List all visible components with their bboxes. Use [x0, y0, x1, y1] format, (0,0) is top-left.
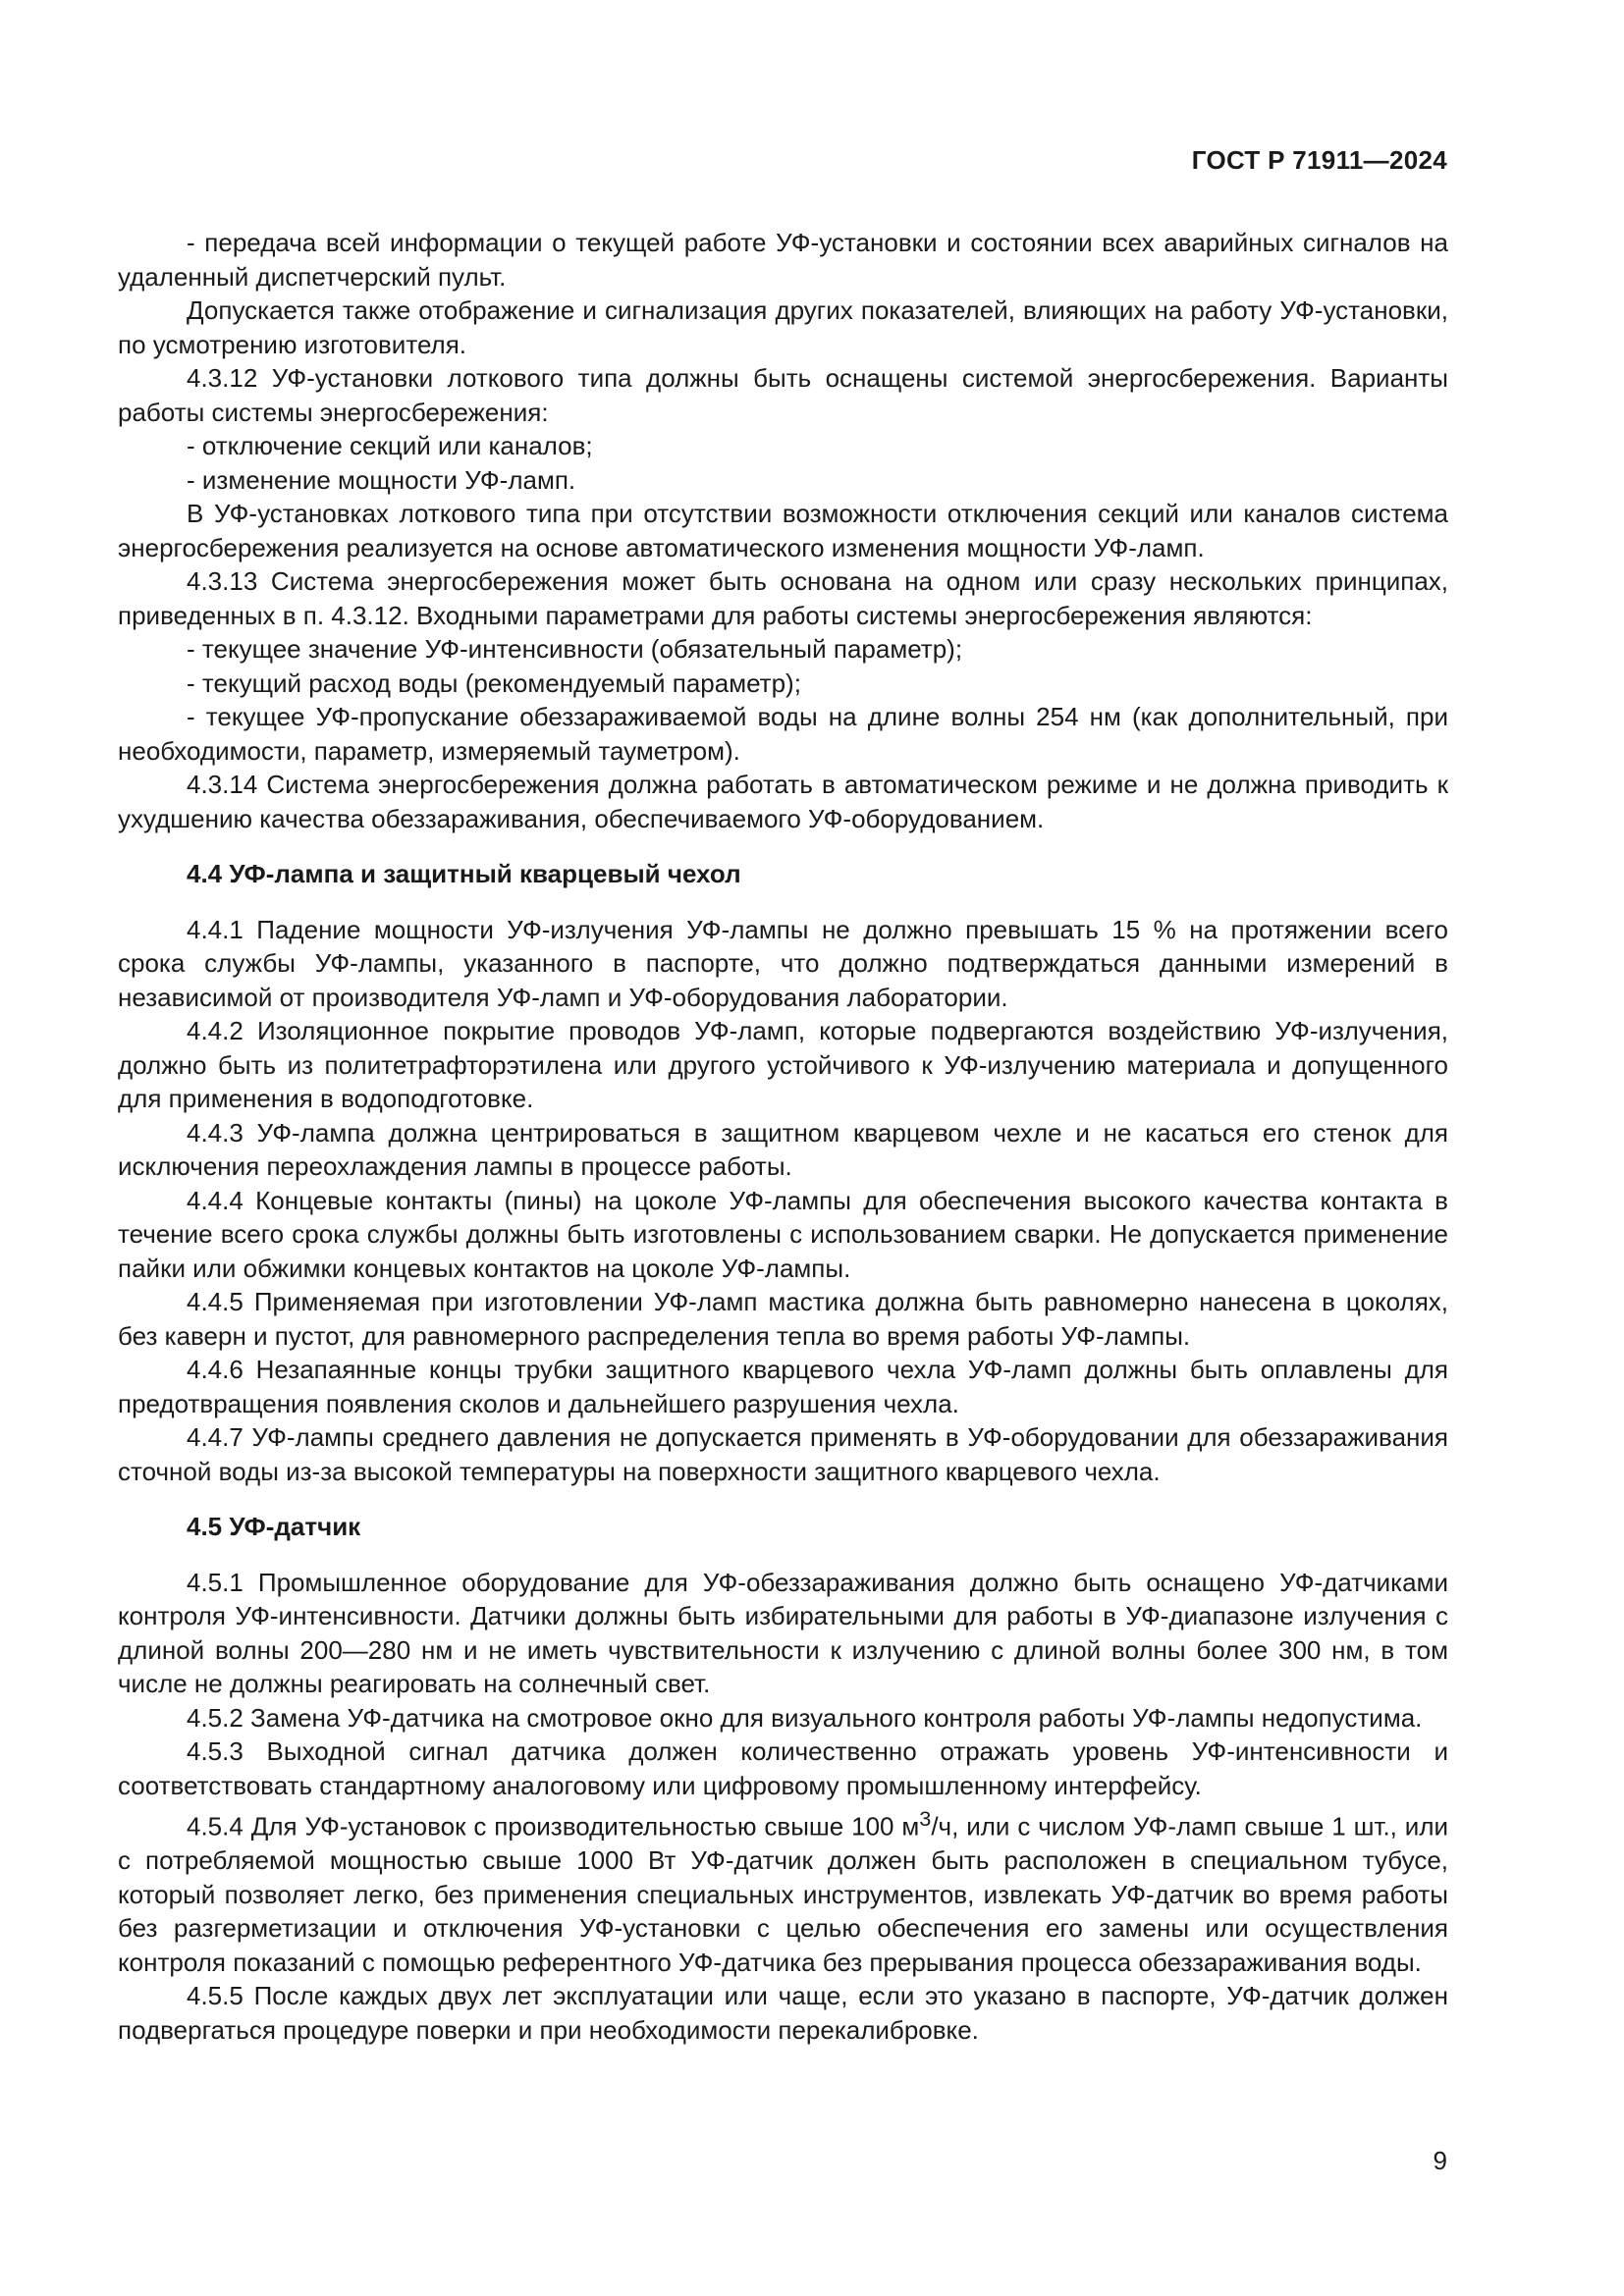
paragraph: 4.5.3 Выходной сигнал датчика должен количественно отражать уровень УФ-интенсивности и соответствовать стандартному аналоговому или цифровому промышленному интерфейсу.: [118, 1736, 1448, 1800]
page-body: [118, 226, 1448, 2047]
section-heading-4-4: 4.4 УФ-лампа и защитный кварцевый чехол: [187, 859, 741, 888]
paragraph: 4.5.5 После каждых двух лет эксплуатации или чаще, если это указано в паспорте, УФ-датчик должен подвергаться процедуре поверки и при необходимости перекалибровке.: [118, 1981, 1448, 2045]
page-number: 9: [1433, 2146, 1447, 2175]
paragraph: 4.4.5 Применяемая при изготовлении УФ-ламп мастика должна быть равномерно нанесена в цоколях, без каверн и пустот, для равномерного распределения тепла во время работы УФ-лампы.: [118, 1287, 1448, 1351]
paragraph: [118, 1802, 1448, 1979]
paragraph: 4.3.14 Система энергосбережения должна работать в автоматическом режиме и не должна приводить к ухудшению качества обеззараживания, обеспечиваемого УФ-оборудованием.: [118, 770, 1448, 833]
list-item: - текущее значение УФ-интенсивности (обязательный параметр);: [187, 634, 963, 664]
paragraph: 4.4.2 Изоляционное покрытие проводов УФ-ламп, которые подвергаются воздействию УФ-излучения, должно быть из политетрафторэтилена или другого устойчивого к УФ-излучению материала и допущенного для применения в водоподготовке.: [118, 1016, 1448, 1113]
paragraph-text: 4.5.4 Для УФ-установок с производительностью свыше 100 м: [187, 1811, 920, 1842]
paragraph: 4.4.7 УФ-лампы среднего давления не допускается применять в УФ-оборудовании для обеззараживания сточной воды из-за высокой температуры на поверхности защитного кварцевого чехла.: [118, 1422, 1448, 1486]
paragraph: - передача всей информации о текущей работе УФ-установки и состоянии всех аварийных сигналов на удаленный диспетчерский пульт.: [118, 228, 1448, 292]
paragraph: 4.3.13 Система энергосбережения может быть основана на одном или сразу нескольких принципах, приведенных в п. 4.3.12. Входными параметрами для работы системы энергосбережения являются:: [118, 566, 1448, 630]
list-item: - изменение мощности УФ-ламп.: [187, 464, 576, 495]
section-heading-4-5: 4.5 УФ-датчик: [187, 1512, 361, 1541]
paragraph: 4.5.2 Замена УФ-датчика на смотровое окно для визуального контроля работы УФ-лампы недопустима.: [187, 1702, 1423, 1733]
paragraph: 4.4.4 Концевые контакты (пины) на цоколе УФ-лампы для обеспечения высокого качества контакта в течение всего срока службы должны быть изготовлены с использованием сварки. Не допускается применение пайки или обжимки концевых контактов на цоколе УФ-лампы.: [118, 1185, 1448, 1283]
list-item: - отключение секций или каналов;: [187, 431, 593, 460]
superscript: 3: [919, 1806, 932, 1831]
paragraph: Допускается также отображение и сигнализация других показателей, влияющих на работу УФ-установки, по усмотрению изготовителя.: [118, 295, 1448, 359]
list-item: - текущий расход воды (рекомендуемый параметр);: [187, 667, 801, 698]
paragraph: В УФ-установках лоткового типа при отсутствии возможности отключения секций или каналов система энергосбережения реализуется на основе автоматического изменения мощности УФ-ламп.: [118, 499, 1448, 562]
paragraph: 4.4.1 Падение мощности УФ-излучения УФ-лампы не должно превышать 15 % на протяжении всего срока службы УФ-лампы, указанного в паспорте, что должно подтверждаться данными измерений в независимой от производителя УФ-ламп и УФ-оборудования лаборатории.: [118, 914, 1448, 1012]
paragraph: 4.4.6 Незапаянные концы трубки защитного кварцевого чехла УФ-ламп должны быть оплавлены для предотвращения появления сколов и дальнейшего разрушения чехла.: [118, 1355, 1448, 1418]
list-item: - текущее УФ-пропускание обеззараживаемой воды на длине волны 254 нм (как дополнительный, при необходимости, параметр, измеряемый тауметром).: [118, 702, 1448, 766]
paragraph: 4.5.1 Промышленное оборудование для УФ-обеззараживания должно быть оснащено УФ-датчиками контроля УФ-интенсивности. Датчики должны быть избирательными для работы в УФ-диапазоне излучения с длиной волны 200—280 нм и не иметь чувствительности к излучению с длиной волны более 300 нм, в том числе не должны реагировать на солнечный свет.: [118, 1567, 1448, 1698]
paragraph-text: /ч, или с числом УФ-ламп свыше 1 шт., или с потребляемой мощностью свыше 1000 Вт УФ-датчик должен быть расположен в специальном тубусе, который позволяет легко, без применения специальных инструментов, извлекать УФ-датчик во время работы без разгерметизации и отключения УФ-установки с целью обеспечения его замены или осуществления контроля показаний с помощью референтного УФ-датчика без прерывания процесса обеззараживания воды.: [118, 1811, 1449, 1977]
paragraph: 4.4.3 УФ-лампа должна центрироваться в защитном кварцевом чехле и не касаться его стенок для исключения переохлаждения лампы в процессе работы.: [118, 1117, 1448, 1181]
paragraph: 4.3.12 УФ-установки лоткового типа должны быть оснащены системой энергосбережения. Варианты работы системы энергосбережения:: [118, 363, 1448, 427]
document-header: ГОСТ Р 71911—2024: [1191, 145, 1447, 175]
